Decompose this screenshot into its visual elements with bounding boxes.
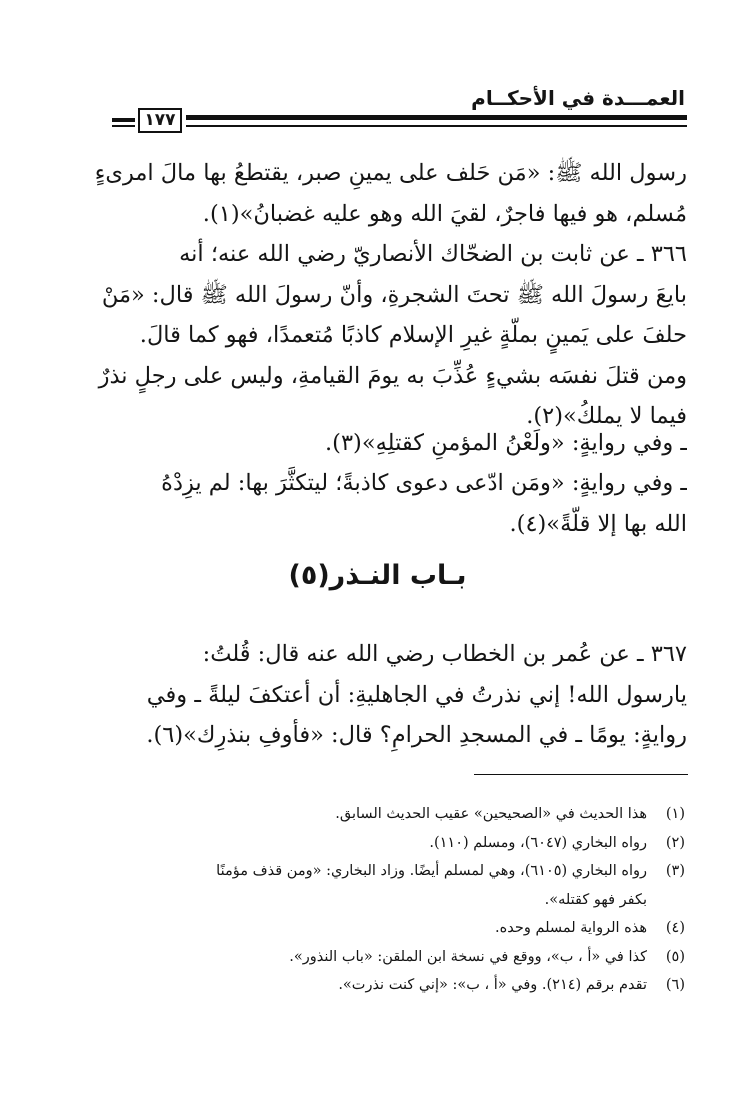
text-line: بايعَ رسولَ الله ﷺ تحتَ الشجرةِ، وأنّ رسولَ الله ﷺ قال: «مَنْ (101, 281, 687, 308)
hadith-continued (71, 153, 687, 234)
footnote-item (85, 800, 685, 829)
footnote-item (85, 829, 685, 858)
header-rule-thick (186, 115, 687, 120)
footnote-item (85, 943, 685, 972)
text-line: يارسول الله! إني نذرتُ في الجاهليةِ: أن أعتكفَ ليلةً ـ وفي (146, 681, 687, 708)
footnote-number: (٣) (665, 863, 685, 879)
text-line: ٣٦٦ ـ عن ثابت بن الضحّاك الأنصاريّ رضي الله عنه؛ أنه (179, 241, 687, 267)
footnote-number: (١) (665, 806, 685, 822)
footnote-text: تقدم برقم (٢١٤). وفي «أ ، ب»: «إني كنت نذرت». (338, 977, 647, 993)
footnote-continuation: بكفر فهو كقتله». (544, 891, 647, 908)
footnote-number: (٦) (665, 977, 685, 993)
header-rule-left-thin (112, 125, 135, 127)
footnote-text: هذه الرواية لمسلم وحده. (495, 920, 647, 936)
header-rule-thin (186, 125, 687, 127)
text-line: رسول الله ﷺ: «مَن حَلف على يمينِ صبر، يقتطعُ بها مالَ امرىءٍ (94, 160, 687, 186)
text-line: روايةٍ: يومًا ـ في المسجدِ الحرامِ؟ قال: «فأوفِ بنذرِك»(٦). (146, 722, 687, 748)
text-line: مُسلم، هو فيها فاجرٌ، لقيَ الله وهو عليه غضبانُ»(١). (202, 200, 687, 227)
running-title: العمـــدة في الأحكــام (471, 86, 685, 110)
footnote-separator (474, 774, 688, 775)
footnote-text: رواه البخاري (٦١٠٥)، وهي لمسلم أيضًا. وزاد البخاري: «ومن قذف مؤمنًا (216, 863, 647, 879)
narration-1 (71, 423, 687, 464)
footnote-item (85, 914, 685, 943)
hadith-367 (71, 634, 687, 756)
footnotes (85, 800, 685, 1000)
header-rule-left-thick (112, 118, 135, 122)
text-line: ـ وفي روايةٍ: «ومَن ادّعى دعوى كاذبةً؛ ليتكثَّرَ بها: لم يزِدْهُ (161, 470, 687, 496)
text-line: ومن قتلَ نفسَه بشيءٍ عُذِّبَ به يومَ القيامةِ، وليس على رجلٍ نذرٌ (98, 362, 687, 389)
text-line: فيما لا يملكُ»(٢). (526, 403, 687, 429)
text-line: الله بها إلا قلّةً»(٤). (509, 510, 687, 537)
hadith-366 (71, 234, 687, 437)
footnote-number: (٢) (665, 834, 685, 851)
text-line: حلفَ على يَمينٍ بملّةٍ غيرِ الإسلام كاذبًا مُتعمدًا، فهو كما قالَ. (139, 322, 687, 348)
narration-2 (71, 463, 687, 544)
text-line: ٣٦٧ ـ عن عُمر بن الخطاب رضي الله عنه قال: قُلتُ: (202, 641, 687, 667)
footnote-text: كذا في «أ ، ب»، ووقع في نسخة ابن الملقن: «باب النذور». (289, 948, 647, 965)
text-line: ـ وفي روايةٍ: «ولَعْنُ المؤمنِ كقتلِهِ»(٣). (325, 430, 687, 456)
footnote-text: هذا الحديث في «الصحيحين» عقيب الحديث السابق. (335, 806, 647, 822)
footnote-text: رواه البخاري (٦٠٤٧)، ومسلم (١١٠). (429, 834, 647, 851)
footnote-number: (٥) (665, 948, 685, 965)
page-number: ١٧٧ (138, 108, 182, 133)
section-title: بـاب النـذر(٥) (288, 560, 467, 591)
footnote-number: (٤) (665, 920, 685, 936)
footnote-item (85, 857, 685, 886)
footnote-item (85, 971, 685, 1000)
